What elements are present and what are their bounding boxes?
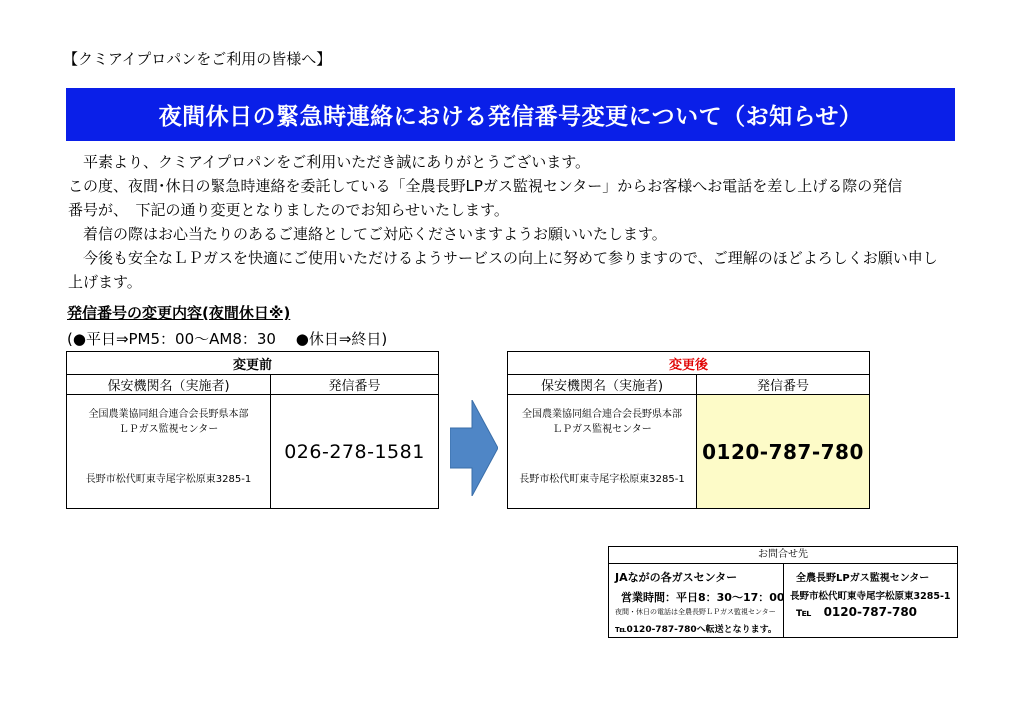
right-arrow-icon — [450, 400, 498, 496]
contact-right-tel — [796, 605, 917, 619]
contact-left-note: 夜間・休日の電話は全農長野ＬＰガス監視センター — [615, 608, 776, 616]
contact-right — [784, 564, 957, 637]
before-header: 変更前 — [67, 352, 439, 375]
paragraph-line: 着信の際はお心当たりのあるご連絡としてご対応くださいますようお願いいたします。 — [68, 225, 667, 243]
period-note: (●平日⇒PM5：00～AM8：30 ●休日⇒終日) — [67, 330, 388, 348]
contact-right-address: 長野市松代町東寺尾字松原東3285-1 — [790, 591, 951, 602]
after-org-address: 長野市松代町東寺尾字松原東3285-1 — [519, 474, 685, 485]
notice-title: 夜間休日の緊急時連絡における発信番号変更について（お知らせ） — [158, 104, 863, 130]
notice-heading: 【クミアイプロパンをご利用の皆様へ】 — [63, 50, 332, 68]
before-org-subname: ＬＰガス監視センター — [118, 424, 219, 435]
after-org-cell — [508, 395, 697, 509]
notice-paragraph — [68, 150, 958, 294]
tel-label: ℡ — [796, 605, 812, 619]
paragraph-line: 今後も安全なＬＰガスを快適にご使用いただけるようサービスの向上に努めて参りますので、ご理解のほどよろしくお願い申し — [68, 249, 938, 267]
after-table — [507, 351, 870, 509]
contact-title: お問合せ先 — [609, 547, 957, 564]
after-header: 変更後 — [508, 352, 870, 375]
contact-right-name: 全農長野LPガス監視センター — [796, 573, 930, 584]
paragraph-line: 平素より、クミアイプロパンをご利用いただき誠にありがとうございます。 — [68, 153, 591, 171]
before-org-address: 長野市松代町東寺尾字松原東3285-1 — [85, 474, 252, 485]
paragraph-line: 上げます。 — [68, 273, 142, 291]
change-subheading: 発信番号の変更内容(夜間休日※) — [67, 304, 291, 322]
paragraph-line: 番号が、 下記の通り変更となりましたのでお知らせいたします。 — [68, 201, 509, 219]
before-col-org: 保安機関名（実施者) — [67, 375, 271, 395]
contact-left-transfer: ℡0120-787-780へ転送となります。 — [615, 625, 777, 635]
after-org-name: 全国農業協同組合連合会長野県本部 — [522, 409, 682, 420]
tel-number: 0120-787-780 — [823, 605, 918, 619]
contact-left — [609, 564, 784, 637]
before-table — [66, 351, 439, 509]
paragraph-line: この度、夜間･休日の緊急時連絡を委託している「全農長野LPガス監視センター」からお客様へお電話を差し上げる際の発信 — [68, 177, 903, 195]
after-number: 0120-787-780 — [697, 395, 870, 509]
before-number: 026-278-1581 — [271, 395, 439, 509]
contact-box — [608, 546, 958, 638]
contact-left-hours: 営業時間：平日8：30～17：00 — [621, 591, 785, 604]
after-org-subname: ＬＰガス監視センター — [552, 424, 652, 435]
before-org-name: 全国農業協同組合連合会長野県本部 — [88, 409, 249, 420]
after-col-number: 発信番号 — [697, 375, 870, 395]
before-col-number: 発信番号 — [271, 375, 439, 395]
before-org-cell — [67, 395, 271, 509]
after-col-org: 保安機関名（実施者) — [508, 375, 697, 395]
contact-left-name: JAながの各ガスセンター — [615, 571, 738, 584]
notice-title-banner — [66, 88, 955, 141]
